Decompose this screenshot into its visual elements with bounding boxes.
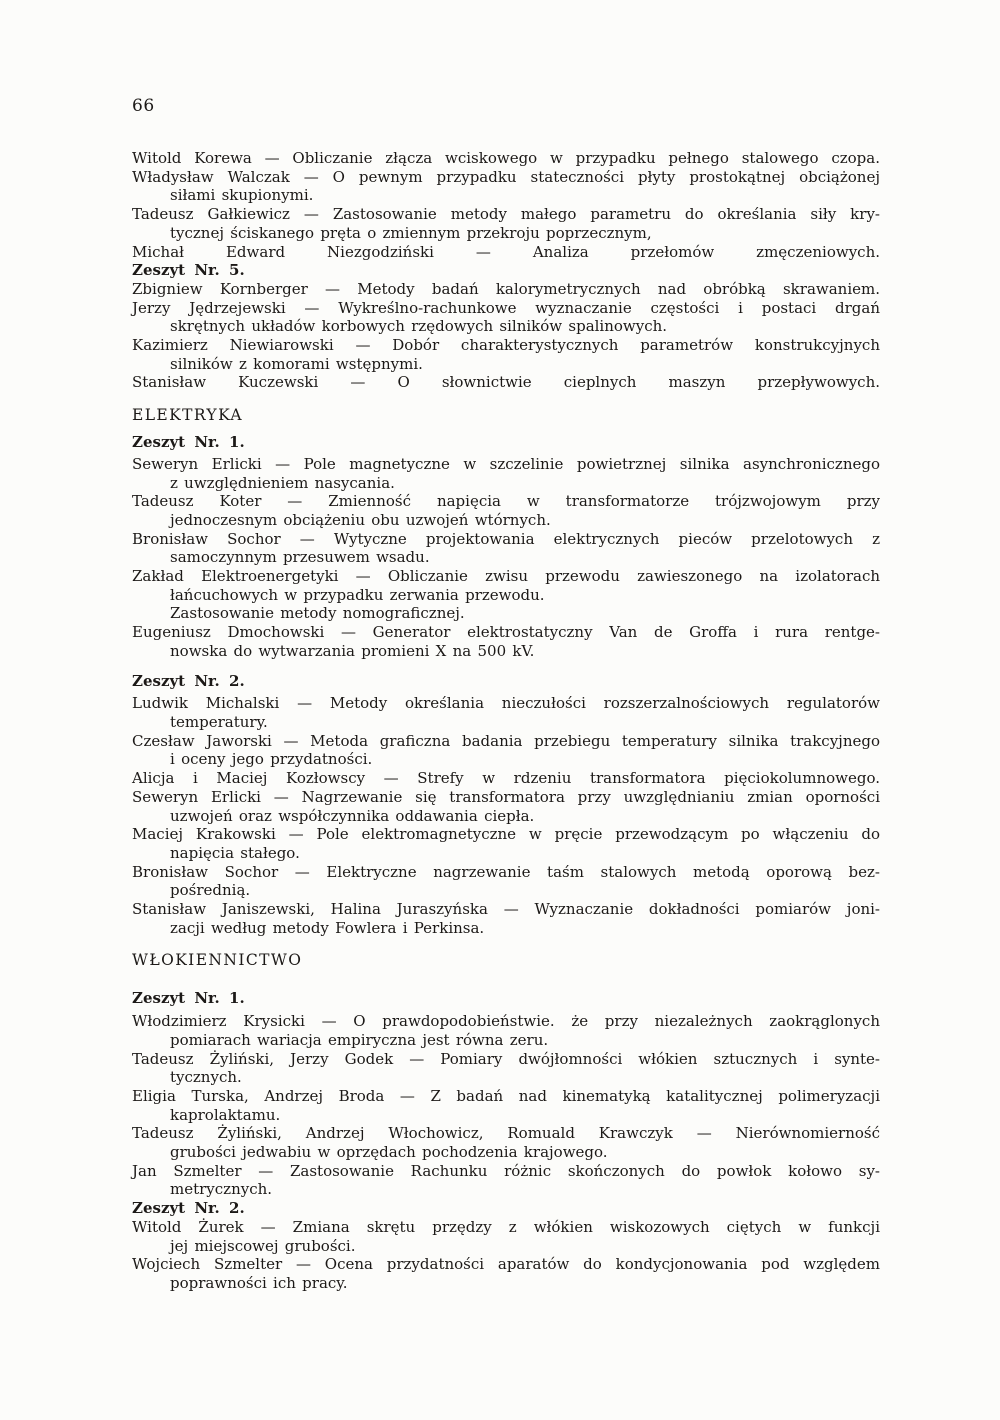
toc-entry (132, 205, 880, 242)
entry-line: poprawności ich pracy. (170, 1273, 348, 1292)
toc-entry (132, 732, 880, 769)
toc-entry (132, 455, 880, 492)
entry-line: siłami skupionymi. (170, 186, 314, 205)
toc-entry (132, 788, 880, 825)
toc-entry (132, 336, 880, 373)
toc-entry (132, 863, 880, 900)
toc-entry (132, 168, 880, 205)
issue-subheading: Zeszyt Nr. 1. (132, 433, 245, 452)
entry-line: jednoczesnym obciążeniu obu uzwojeń wtórnych. (170, 510, 551, 529)
page-number: 66 (132, 96, 155, 116)
toc-content (132, 96, 880, 1293)
entry-line: Witold Żurek — Zmiana skrętu przędzy z włókien wiskozowych ciętych w funkcji (132, 1217, 880, 1236)
entry-line: Maciej Krakowski — Pole elektromagnetyczne w pręcie przewodzącym po włączeniu do (132, 825, 880, 844)
toc-entry (132, 567, 880, 623)
toc-entry (132, 530, 880, 567)
entry-line: metrycznych. (170, 1180, 273, 1199)
entry-line: Jerzy Jędrzejewski — Wykreślno-rachunkowe wyznaczanie częstości i postaci drgań (132, 298, 880, 317)
entry-line: Bronisław Sochor — Wytyczne projektowania elektrycznych pieców przelotowych z (132, 529, 880, 548)
issue-subheading: Zeszyt Nr. 1. (132, 989, 245, 1008)
entry-line: Seweryn Erlicki — Pole magnetyczne w szczelinie powietrznej silnika asynchronicznego (132, 454, 880, 473)
entry-line: zacji według metody Fowlera i Perkinsa. (170, 918, 485, 937)
toc-entry (132, 1162, 880, 1199)
entry-line: Tadeusz Żyliński, Jerzy Godek — Pomiary dwójłomności włókien sztucznych i synte- (132, 1049, 880, 1068)
entry-line: grubości jedwabiu w oprzędach pochodzenia krajowego. (170, 1143, 608, 1162)
entry-line: Zbigniew Kornberger — Metody badań kalorymetrycznych nad obróbką skrawaniem. (132, 279, 880, 298)
issue-subheading: Zeszyt Nr. 5. (132, 261, 245, 280)
entry-line: Zakład Elektroenergetyki — Obliczanie zwisu przewodu zawieszonego na izolatorach (132, 567, 880, 586)
entry-line: i oceny jego przydatności. (170, 750, 373, 769)
toc-entry (132, 1050, 880, 1087)
issue-subheading: Zeszyt Nr. 2. (132, 1199, 245, 1218)
entry-line: Kazimierz Niewiarowski — Dobór charakterystycznych parametrów konstrukcyjnych (132, 336, 880, 355)
toc-entry (132, 825, 880, 862)
entry-line: Włodzimierz Krysicki — O prawdopodobieństwie. że przy niezależnych zaokrąglonych (132, 1012, 880, 1031)
toc-entry (132, 769, 880, 788)
entry-line: łańcuchowych w przypadku zerwania przewodu. (170, 585, 545, 604)
entry-line: Stanisław Kuczewski — O słownictwie cieplnych maszyn przepływowych. (132, 373, 880, 392)
toc-entry (132, 280, 880, 299)
toc-entry (132, 1012, 880, 1049)
toc-entry (132, 1124, 880, 1161)
toc-entry (132, 694, 880, 731)
toc-entry (132, 149, 880, 168)
toc-entry (132, 1087, 880, 1124)
entry-line: kaprolaktamu. (170, 1105, 281, 1124)
entry-line: Wojciech Szmelter — Ocena przydatności aparatów do kondycjonowania pod względem (132, 1255, 880, 1274)
toc-entry (132, 1255, 880, 1292)
entry-line: Alicja i Maciej Kozłowscy — Strefy w rdzeniu transformatora pięciokolumnowego. (132, 769, 880, 788)
entry-line: Michał Edward Niezgodziński — Analiza przełomów zmęczeniowych. (132, 242, 880, 261)
entry-line: Stanisław Janiszewski, Halina Juraszyńska — Wyznaczanie dokładności pomiarów joni- (132, 900, 880, 919)
entry-line: Czesław Jaworski — Metoda graficzna badania przebiegu temperatury silnika trakcyjnego (132, 731, 880, 750)
entry-line: Zastosowanie metody nomograficznej. (170, 604, 465, 623)
entry-line: z uwzględnieniem nasycania. (170, 473, 395, 492)
entry-line: Eugeniusz Dmochowski — Generator elektrostatyczny Van de Groffa i rura rentge- (132, 623, 880, 642)
entry-line: Jan Szmelter — Zastosowanie Rachunku różnic skończonych do powłok kołowo sy- (132, 1161, 880, 1180)
entry-line: Tadeusz Gałkiewicz — Zastosowanie metody małego parametru do określania siły kry- (132, 205, 880, 224)
entry-line: Eligia Turska, Andrzej Broda — Z badań nad kinematyką katalitycznej polimeryzacji (132, 1086, 880, 1105)
entry-line: pośrednią. (170, 881, 251, 900)
entry-line: uzwojeń oraz współczynnika oddawania ciepła. (170, 806, 535, 825)
entry-line: Bronisław Sochor — Elektryczne nagrzewanie taśm stalowych metodą oporową bez- (132, 862, 880, 881)
toc-entry (132, 623, 880, 660)
toc-entry (132, 373, 880, 392)
entry-line: tycznej ściskanego pręta o zmiennym przekroju poprzecznym, (170, 223, 652, 242)
entry-line: Tadeusz Żyliński, Andrzej Włochowicz, Romuald Krawczyk — Nierównomierność (132, 1124, 880, 1143)
toc-entry (132, 1218, 880, 1255)
entry-line: tycznych. (170, 1068, 242, 1087)
entry-line: Władysław Walczak — O pewnym przypadku stateczności płyty prostokątnej obciążonej (132, 167, 880, 186)
entry-line: jej miejscowej grubości. (170, 1236, 356, 1255)
entry-line: temperatury. (170, 712, 268, 731)
toc-entry (132, 900, 880, 937)
entry-line: Witold Korewa — Obliczanie złącza wciskowego w przypadku pełnego stalowego czopa. (132, 149, 880, 167)
entry-line: Ludwik Michalski — Metody określania nieczułości rozszerzalnościowych regulatorów (132, 694, 880, 713)
entry-line: napięcia stałego. (170, 843, 300, 862)
toc-entry (132, 492, 880, 529)
entry-line: Seweryn Erlicki — Nagrzewanie się transformatora przy uwzględnianiu zmian oporności (132, 787, 880, 806)
entry-line: skrętnych układów korbowych rzędowych silników spalinowych. (170, 317, 668, 336)
entry-line: samoczynnym przesuwem wsadu. (170, 548, 430, 567)
section-heading: WŁOKIENNICTWO (132, 951, 303, 970)
entry-line: silników z komorami wstępnymi. (170, 354, 423, 373)
entry-line: nowska do wytwarzania promieni X na 500 kV. (170, 641, 535, 660)
section-heading: ELEKTRYKA (132, 406, 244, 425)
entry-line: Tadeusz Koter — Zmienność napięcia w transformatorze trójzwojowym przy (132, 492, 880, 511)
entry-line: pomiarach wariacja empiryczna jest równa zeru. (170, 1030, 549, 1049)
issue-subheading: Zeszyt Nr. 2. (132, 671, 245, 690)
toc-entry (132, 299, 880, 336)
toc-entry (132, 243, 880, 262)
